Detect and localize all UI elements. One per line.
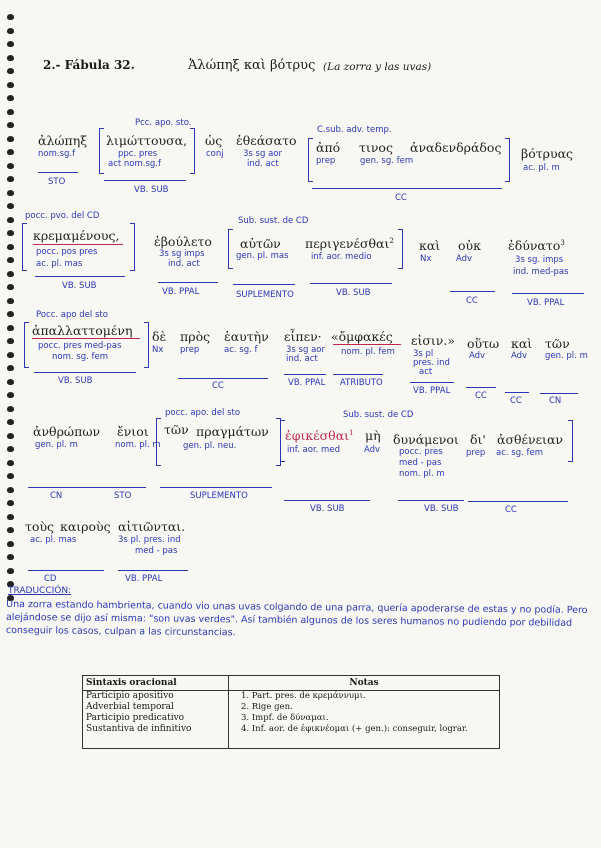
underline <box>28 570 104 571</box>
function-label: SUPLEMENTO <box>190 491 248 501</box>
annotation: med - pas <box>135 546 178 556</box>
underline <box>410 382 454 383</box>
function-label: VB. PPAL <box>162 287 200 297</box>
underline <box>108 487 146 488</box>
annotation: ac. sg. f <box>224 345 258 355</box>
word: εἰσιν.» <box>411 333 456 348</box>
note-item: 1. Part. pres. de κρεμάννυμι. <box>241 691 366 701</box>
translation-label: TRADUCCIÓN: <box>8 586 72 596</box>
underline <box>540 393 578 394</box>
annotation: Adv <box>469 351 486 361</box>
annotation: ind. act <box>286 354 318 364</box>
function-label: CN <box>549 396 562 406</box>
underline <box>466 387 496 388</box>
word: εἶπεν· <box>284 329 322 344</box>
annotation: med - pas <box>399 458 442 468</box>
underline <box>284 374 326 375</box>
underline <box>158 282 218 283</box>
word: δυνάμενοι <box>393 432 459 447</box>
word-text: περιγενέσθαι <box>305 236 390 251</box>
function-label: SUPLEMENTO <box>236 290 294 300</box>
underline <box>505 392 529 393</box>
function-label: VB. SUB <box>424 504 459 514</box>
word: ἀλώπηξ <box>38 133 88 148</box>
annotation: pres. ind <box>413 358 450 368</box>
underline <box>398 500 464 501</box>
underline <box>310 283 392 284</box>
annotation: gen. pl. mas <box>236 251 289 261</box>
bracket <box>505 138 510 182</box>
word: «ὄμφακές <box>331 329 393 344</box>
annotation: gen. sg. fem <box>360 156 414 166</box>
underline <box>333 374 383 375</box>
syntax-row: Participio predicativo <box>86 713 185 723</box>
underline <box>312 188 502 189</box>
note-item: 2. Rige gen. <box>241 702 293 712</box>
word: καιροὺς <box>60 519 111 534</box>
annotation: ind. act <box>247 159 279 169</box>
word: οὐκ <box>458 238 481 253</box>
word-text: ἐφικέσθαι <box>285 428 350 443</box>
word: οὕτω <box>467 336 500 351</box>
word: πρὸς <box>180 329 211 344</box>
annotation-top: Pocc. apo del sto <box>36 310 108 320</box>
word: ἑαυτὴν <box>224 329 269 344</box>
word <box>285 428 354 443</box>
word: καὶ <box>511 336 533 351</box>
word: ἀπαλλαττομένη <box>32 323 133 338</box>
function-label: VB. SUB <box>134 185 169 195</box>
footnote-ref: 1 <box>349 428 354 437</box>
annotation: prep <box>466 448 486 458</box>
annotation: pocc. pos pres <box>36 247 98 257</box>
word: βότρυας <box>521 146 574 161</box>
bracket <box>156 418 161 466</box>
word: τῶν <box>164 422 189 437</box>
annotation: prep <box>180 345 200 355</box>
bracket <box>228 229 233 269</box>
word: κρεμαμένους, <box>33 228 120 243</box>
annotation: Adv <box>511 351 528 361</box>
word: αἰτιῶνται. <box>118 519 186 534</box>
function-label: CC <box>505 505 517 515</box>
bracket <box>190 128 195 174</box>
annotation: nom. sg. fem <box>52 352 109 362</box>
annotation: pocc. pres med-pas <box>38 341 122 351</box>
word: ἔνιοι <box>117 424 149 439</box>
annotation: inf. aor. medio <box>311 252 372 262</box>
word: ὡς <box>205 133 223 148</box>
annotation: ac. sg. fem <box>496 448 544 458</box>
syntax-row: Participio apositivo <box>86 691 174 701</box>
function-label: CD <box>44 574 57 584</box>
fable-greek-title: Ἀλώπηξ καὶ βότρυς <box>188 58 316 73</box>
annotation-top: pocc. apo. del sto <box>165 408 241 418</box>
annotation: nom.sg.f <box>38 149 76 159</box>
word: ἀσθένειαν <box>497 432 563 447</box>
underline <box>512 293 584 294</box>
red-underline <box>333 344 401 345</box>
syntax-column <box>83 676 229 748</box>
annotation: pocc. pres <box>399 447 443 457</box>
annotation: Nx <box>420 254 432 264</box>
underline <box>38 172 78 173</box>
annotation: Adv <box>364 445 381 455</box>
red-underline <box>32 338 140 339</box>
note-item: 3. Impf. de δύναμαι. <box>241 713 329 723</box>
annotation: ac. pl. mas <box>30 535 77 545</box>
bracket <box>398 229 403 269</box>
word-text: ἐδύνατο <box>508 238 561 253</box>
bracket <box>308 138 313 182</box>
bracket <box>144 322 149 368</box>
function-label: VB. SUB <box>310 504 345 514</box>
annotation: Adv <box>456 254 473 264</box>
underline <box>233 284 295 285</box>
annotation: 3s sg aor <box>286 345 325 355</box>
annotation: nom. pl. m <box>399 469 445 479</box>
annotation-top: Pcc. apo. sto. <box>135 118 192 128</box>
word <box>508 238 565 253</box>
annotation: gen. pl. m <box>35 440 78 450</box>
function-label: VB. PPAL <box>413 386 451 396</box>
annotation-top: Sub. sust. de CD <box>343 410 414 420</box>
word: τινος <box>359 140 393 155</box>
word: πραγμάτων <box>196 424 269 439</box>
annotation-top: pocc. pvo. del CD <box>25 211 100 221</box>
footnote-ref: 2 <box>389 236 394 245</box>
red-underline <box>33 244 123 245</box>
word: μὴ <box>365 428 381 443</box>
annotation: 3s sg. imps <box>515 255 564 265</box>
annotation: 3s sg aor <box>243 149 282 159</box>
syntax-row: Sustantiva de infinitivo <box>86 724 192 734</box>
syntax-notes-table <box>82 675 500 749</box>
word: δὲ <box>152 329 167 344</box>
bracket <box>130 223 135 271</box>
underline <box>34 372 136 373</box>
underline <box>450 291 495 292</box>
annotation: conj <box>206 149 224 159</box>
annotation: inf. aor. med <box>287 445 340 455</box>
bracket <box>99 128 104 174</box>
word: ἐβούλετο <box>154 234 212 249</box>
syntax-header: Sintaxis oracional <box>83 676 228 691</box>
underline <box>104 180 186 181</box>
annotation: ac. pl. m <box>523 163 560 173</box>
word: ἀνθρώπων <box>33 424 101 439</box>
bracket <box>24 322 29 368</box>
function-label: VB. PPAL <box>527 298 565 308</box>
function-label: CC <box>212 381 224 391</box>
annotation-top: C.sub. adv. temp. <box>317 125 392 135</box>
fable-number: 2.- Fábula 32. <box>43 58 135 72</box>
word: αὐτῶν <box>240 236 281 251</box>
function-label: VB. SUB <box>58 376 93 386</box>
annotation-top: Sub. sust. de CD <box>238 216 309 226</box>
spiral-binding <box>6 14 18 654</box>
function-label: VB. PPAL <box>288 378 326 388</box>
annotation: ind. act <box>168 259 200 269</box>
annotation: ind. med-pas <box>513 267 569 277</box>
annotation: nom. pl. m <box>115 440 161 450</box>
underline <box>284 500 370 501</box>
function-label: CC <box>510 396 522 406</box>
function-label: VB. SUB <box>62 281 97 291</box>
fable-spanish-title: (La zorra y las uvas) <box>323 61 432 73</box>
underline <box>178 378 268 379</box>
underline <box>35 276 125 277</box>
word: ἀπό <box>316 140 341 155</box>
annotation: prep <box>316 156 336 166</box>
annotation: nom. pl. fem <box>341 347 395 357</box>
bracket <box>22 223 27 271</box>
annotation: 3s pl <box>413 349 434 359</box>
notes-column <box>229 676 499 748</box>
annotation: ppc. pres <box>118 149 158 159</box>
annotation: Nx <box>152 345 164 355</box>
word: ἐθεάσατο <box>236 133 297 148</box>
function-label: CC <box>466 296 478 306</box>
word: λιμώττουσα, <box>106 133 188 148</box>
word: καὶ <box>419 238 441 253</box>
function-label: VB. PPAL <box>125 574 163 584</box>
function-label: STO <box>48 177 66 187</box>
function-label: CC <box>395 193 407 203</box>
word <box>305 236 394 251</box>
annotation: act nom.sg.f <box>108 159 162 169</box>
annotation: 3s pl. pres. ind <box>118 535 181 545</box>
function-label: STO <box>114 491 132 501</box>
word: δι' <box>470 432 486 447</box>
translation-text: Una zorra estando hambrienta, cuando vio unas uvas colgando de una parra, quería apoderarse de estas y no podía. Pero alejándose se dijo así misma: "son uvas verdes". Así también algunos de los seres humanos no pudiendo por debilidad conseguir los casos, culpan a las circunstancias. <box>5 598 588 639</box>
note-item: 4. Inf. aor. de ἐφικνέομαι (+ gen.): conseguir, lograr. <box>241 724 468 734</box>
bracket <box>568 420 573 462</box>
annotation: gen. pl. m <box>545 351 588 361</box>
underline <box>28 487 110 488</box>
function-label: CN <box>50 491 63 501</box>
annotation: 3s sg imps <box>159 249 205 259</box>
annotation: act <box>419 367 433 377</box>
annotation: gen. pl. neu. <box>183 441 237 451</box>
word: ἀναδενδράδος <box>410 140 502 155</box>
underline <box>118 570 188 571</box>
word: τοὺς <box>25 519 55 534</box>
syntax-row: Adverbial temporal <box>86 702 174 712</box>
word: τῶν <box>545 336 570 351</box>
underline <box>160 487 272 488</box>
notes-header: Notas <box>229 676 499 691</box>
function-label: VB. SUB <box>336 288 371 298</box>
annotation: ac. pl. mas <box>36 259 83 269</box>
underline <box>468 501 568 502</box>
footnote-ref: 3 <box>560 238 565 247</box>
function-label: CC <box>475 391 487 401</box>
function-label: ATRIBUTO <box>340 378 383 388</box>
